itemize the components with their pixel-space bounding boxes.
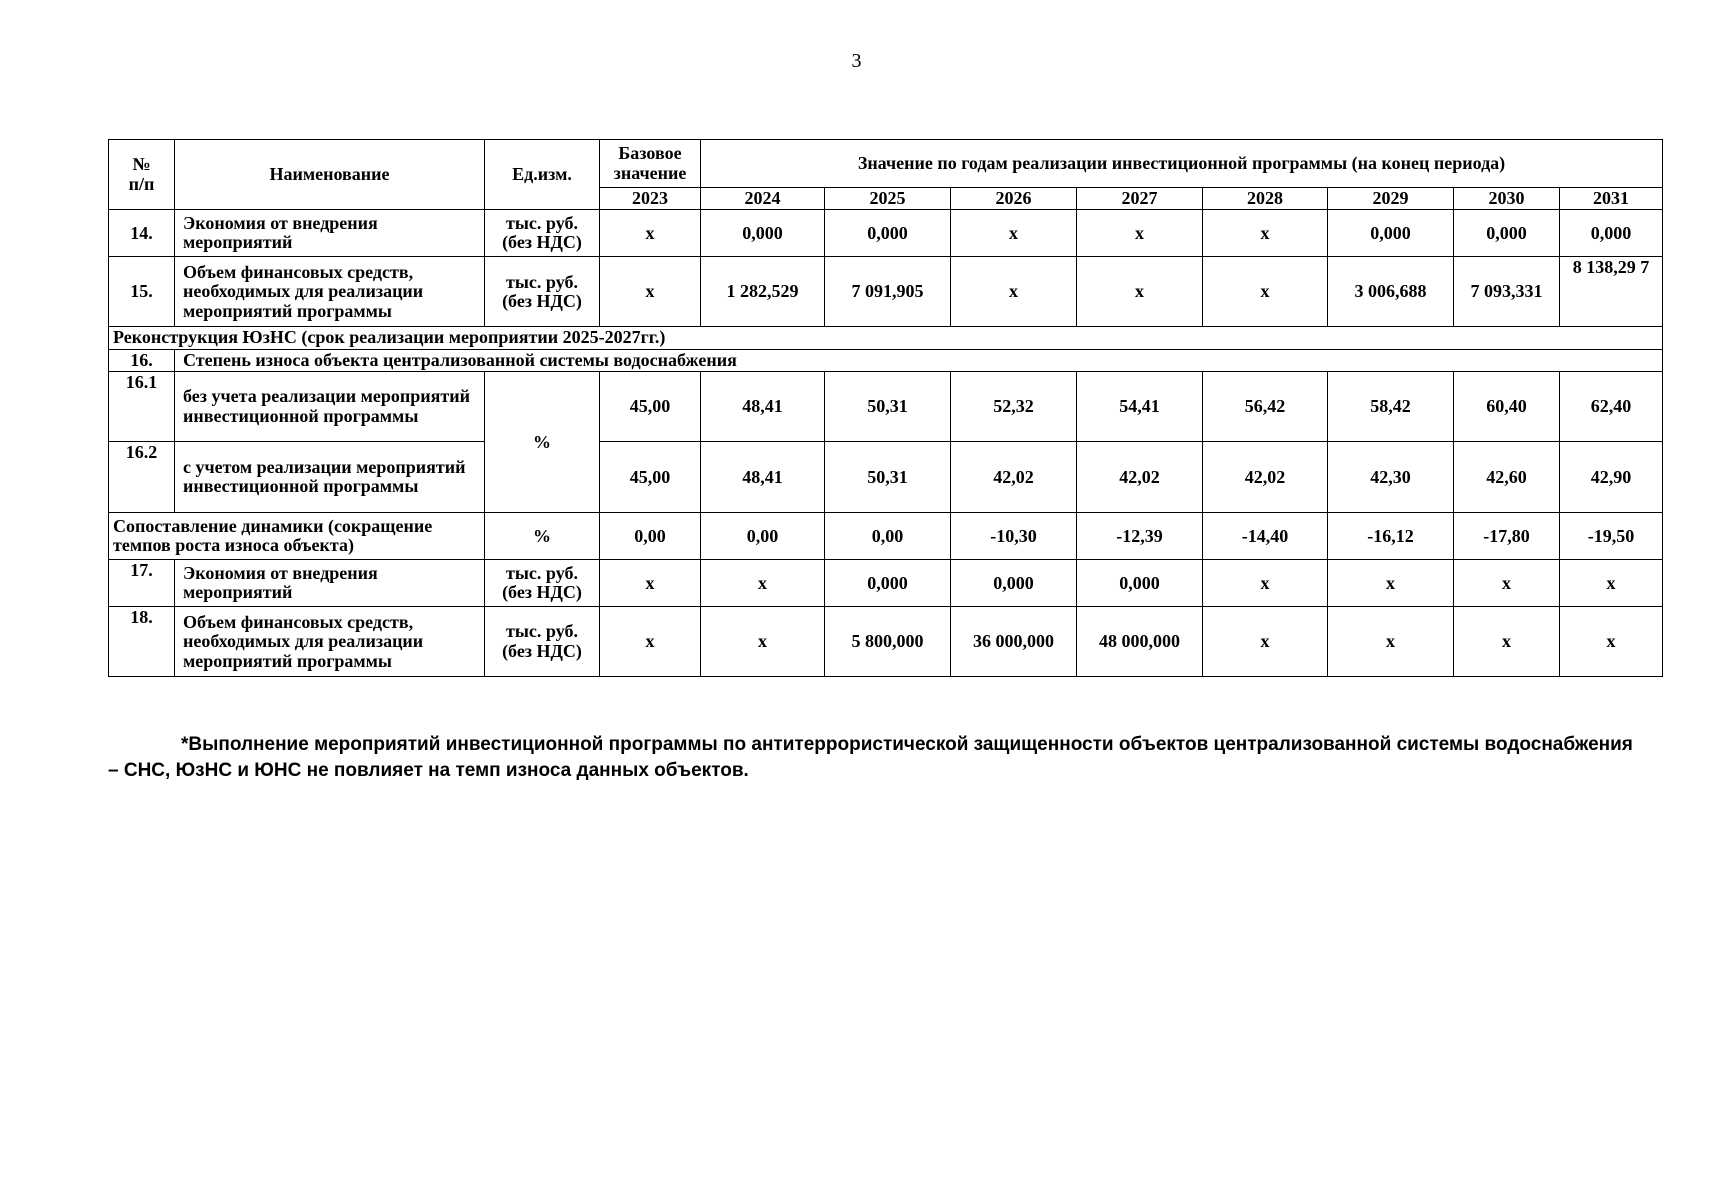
header-base-year: 2023 bbox=[600, 188, 701, 210]
cell-value: x bbox=[1560, 560, 1663, 607]
cell-value: 42,60 bbox=[1454, 442, 1560, 513]
row-name: Сопоставление динамики (сокращение темпов роста износа объекта) bbox=[109, 513, 485, 560]
cell-value: x bbox=[951, 210, 1077, 257]
cell-base: x bbox=[600, 560, 701, 607]
cell-value: 0,000 bbox=[701, 210, 825, 257]
cell-value: 42,02 bbox=[1077, 442, 1203, 513]
cell-value: 36 000,000 bbox=[951, 607, 1077, 677]
row-number: 14. bbox=[109, 210, 175, 257]
cell-value: x bbox=[1328, 560, 1454, 607]
cell-base: 45,00 bbox=[600, 442, 701, 513]
row-unit: тыс. руб. (без НДС) bbox=[485, 257, 600, 327]
header-unit: Ед.изм. bbox=[485, 140, 600, 210]
cell-value: 0,000 bbox=[1560, 210, 1663, 257]
row-name: Объем финансовых средств, необходимых для реализации мероприятий программы bbox=[175, 607, 485, 677]
header-no: № п/п bbox=[109, 140, 175, 210]
header-year: 2024 bbox=[701, 188, 825, 210]
cell-value: 8 138,29 7 bbox=[1560, 257, 1663, 327]
row-unit: тыс. руб. (без НДС) bbox=[485, 607, 600, 677]
cell-value: 0,000 bbox=[1328, 210, 1454, 257]
cell-value: x bbox=[1203, 560, 1328, 607]
cell-value: x bbox=[1454, 560, 1560, 607]
row-unit: тыс. руб. (без НДС) bbox=[485, 210, 600, 257]
row-number: 16.1 bbox=[109, 372, 175, 442]
section-row bbox=[109, 327, 1663, 349]
cell-value: 42,90 bbox=[1560, 442, 1663, 513]
section-title: Реконструкция ЮзНС (срок реализации мероприятии 2025-2027гг.) bbox=[109, 327, 1663, 349]
cell-base: x bbox=[600, 257, 701, 327]
row-number: 17. bbox=[109, 560, 175, 607]
cell-value: 50,31 bbox=[825, 372, 951, 442]
row-name: без учета реализации мероприятий инвестиционной программы bbox=[175, 372, 485, 442]
cell-value: x bbox=[1203, 210, 1328, 257]
row-number: 15. bbox=[109, 257, 175, 327]
cell-value: 0,00 bbox=[701, 513, 825, 560]
cell-value: 42,02 bbox=[1203, 442, 1328, 513]
cell-value: 50,31 bbox=[825, 442, 951, 513]
row-number: 18. bbox=[109, 607, 175, 677]
cell-value: x bbox=[1203, 607, 1328, 677]
cell-value: 48,41 bbox=[701, 442, 825, 513]
row-name: Объем финансовых средств, необходимых для реализации мероприятий программы bbox=[175, 257, 485, 327]
cell-value: -14,40 bbox=[1203, 513, 1328, 560]
cell-value: x bbox=[1077, 257, 1203, 327]
cell-value: x bbox=[701, 607, 825, 677]
cell-value: x bbox=[1328, 607, 1454, 677]
row-name: Экономия от внедрения мероприятий bbox=[175, 560, 485, 607]
cell-value: 7 093,331 bbox=[1454, 257, 1560, 327]
cell-value: x bbox=[701, 560, 825, 607]
cell-base: x bbox=[600, 607, 701, 677]
cell-value: 0,000 bbox=[825, 560, 951, 607]
row-name: Степень износа объекта централизованной системы водоснабжения bbox=[175, 349, 1663, 371]
header-name: Наименование bbox=[175, 140, 485, 210]
cell-value: 0,000 bbox=[825, 210, 951, 257]
cell-value: 7 091,905 bbox=[825, 257, 951, 327]
cell-value: 62,40 bbox=[1560, 372, 1663, 442]
cell-value: 42,02 bbox=[951, 442, 1077, 513]
row-unit: % bbox=[485, 372, 600, 513]
table-row bbox=[109, 257, 1663, 327]
footnote: *Выполнение мероприятий инвестиционной программы по антитеррористической защищенности объектов централизованной системы водоснабжения – СНС, ЮзНС и ЮНС не повлияет на темп износа данных объектов. bbox=[108, 734, 1633, 781]
cell-base: x bbox=[600, 210, 701, 257]
cell-value: 56,42 bbox=[1203, 372, 1328, 442]
row-unit: % bbox=[485, 513, 600, 560]
header-year: 2030 bbox=[1454, 188, 1560, 210]
cell-value: 3 006,688 bbox=[1328, 257, 1454, 327]
cell-value: 60,40 bbox=[1454, 372, 1560, 442]
cell-value: 42,30 bbox=[1328, 442, 1454, 513]
page-number: 3 bbox=[851, 50, 862, 72]
cell-value: x bbox=[1203, 257, 1328, 327]
cell-value: 58,42 bbox=[1328, 372, 1454, 442]
cell-value: -12,39 bbox=[1077, 513, 1203, 560]
indicator-table-wrapper bbox=[108, 139, 1663, 677]
cell-value: 54,41 bbox=[1077, 372, 1203, 442]
cell-value: 0,000 bbox=[951, 560, 1077, 607]
header-year: 2031 bbox=[1560, 188, 1663, 210]
cell-value: -10,30 bbox=[951, 513, 1077, 560]
table-row bbox=[109, 349, 1663, 371]
header-year: 2028 bbox=[1203, 188, 1328, 210]
cell-value: -16,12 bbox=[1328, 513, 1454, 560]
cell-value: 0,000 bbox=[1077, 560, 1203, 607]
header-years-caption: Значение по годам реализации инвестиционной программы (на конец периода) bbox=[701, 140, 1663, 188]
cell-value: 0,00 bbox=[825, 513, 951, 560]
table-row bbox=[109, 513, 1663, 560]
header-year: 2027 bbox=[1077, 188, 1203, 210]
cell-value: 48,41 bbox=[701, 372, 825, 442]
header-year: 2025 bbox=[825, 188, 951, 210]
table-row bbox=[109, 372, 1663, 442]
cell-value: x bbox=[1454, 607, 1560, 677]
row-name: с учетом реализации мероприятий инвестиционной программы bbox=[175, 442, 485, 513]
row-number: 16.2 bbox=[109, 442, 175, 513]
indicator-table bbox=[108, 139, 1663, 677]
cell-value: 5 800,000 bbox=[825, 607, 951, 677]
header-year: 2026 bbox=[951, 188, 1077, 210]
row-number: 16. bbox=[109, 349, 175, 371]
table-row bbox=[109, 560, 1663, 607]
table-row bbox=[109, 210, 1663, 257]
cell-value: -19,50 bbox=[1560, 513, 1663, 560]
cell-base: 45,00 bbox=[600, 372, 701, 442]
cell-value: -17,80 bbox=[1454, 513, 1560, 560]
cell-value: 1 282,529 bbox=[701, 257, 825, 327]
cell-value: 0,000 bbox=[1454, 210, 1560, 257]
cell-base: 0,00 bbox=[600, 513, 701, 560]
cell-value: x bbox=[951, 257, 1077, 327]
table-row bbox=[109, 607, 1663, 677]
cell-value: x bbox=[1560, 607, 1663, 677]
header-year: 2029 bbox=[1328, 188, 1454, 210]
row-unit: тыс. руб. (без НДС) bbox=[485, 560, 600, 607]
table-row bbox=[109, 442, 1663, 513]
cell-value: x bbox=[1077, 210, 1203, 257]
row-name: Экономия от внедрения мероприятий bbox=[175, 210, 485, 257]
cell-value: 52,32 bbox=[951, 372, 1077, 442]
cell-value: 48 000,000 bbox=[1077, 607, 1203, 677]
header-base: Базовое значение bbox=[600, 140, 701, 188]
